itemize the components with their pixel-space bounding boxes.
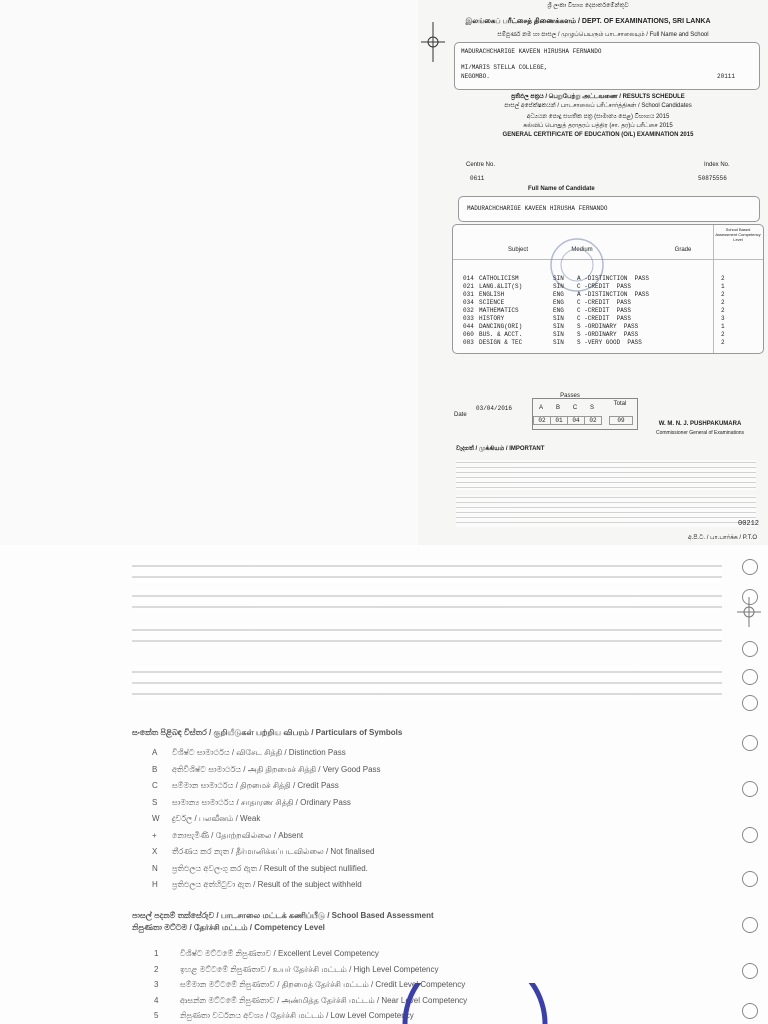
header-divider bbox=[453, 259, 763, 260]
subject-code: 014 bbox=[463, 275, 474, 282]
centre-label: Centre No. bbox=[466, 162, 496, 168]
subject-medium: SIN bbox=[553, 283, 564, 290]
subject-medium: ENG bbox=[553, 299, 564, 306]
subject-code: 033 bbox=[463, 315, 474, 322]
total-label: Total bbox=[613, 401, 627, 407]
commissioner-name: W. M. N. J. PUSHPAKUMARA bbox=[658, 421, 742, 427]
subject-grade: C -CREDIT PASS bbox=[577, 283, 632, 290]
sba-level-number: 1 bbox=[154, 949, 159, 958]
index-label: Index No. bbox=[704, 162, 730, 168]
symbol-description: තීරණය කර නැත / தீர்மானிக்கப்படவில்லை / Not finalised bbox=[172, 847, 375, 856]
binder-hole-3 bbox=[742, 641, 758, 657]
reverse-text-2 bbox=[132, 591, 722, 613]
subject-code: 021 bbox=[463, 283, 474, 290]
subject-medium: SIN bbox=[553, 339, 564, 346]
sba-level-description: ඉහළ මට්ටමේ නිපුණතාව / உயர் தேர்ச்சி மட்டம் / High Level Competency bbox=[180, 964, 439, 974]
symbol-code: W bbox=[152, 814, 160, 823]
subject-code: 044 bbox=[463, 323, 474, 330]
symbol-description: ප්‍රතිඵලය අත්හිටුවා ඇත / Result of the subject withheld bbox=[172, 880, 362, 889]
subject-code: 083 bbox=[463, 339, 474, 346]
subject-code: 032 bbox=[463, 307, 474, 314]
pass-header-s: S bbox=[589, 405, 594, 411]
sba-level-number: 4 bbox=[154, 995, 159, 1005]
important-text-block-2 bbox=[456, 495, 756, 527]
results-table bbox=[452, 224, 764, 354]
sba-level-number: 5 bbox=[154, 1011, 159, 1020]
name-school-label: සම්පූර්ණ නම හා පාසල / முழுப்பெயரும் பாடசாலையும் / Full Name and School bbox=[497, 32, 709, 38]
subject-grade: A -DISTINCTION PASS bbox=[577, 275, 650, 282]
address-box bbox=[454, 42, 760, 90]
binder-hole-7 bbox=[742, 781, 758, 797]
subject-code: 034 bbox=[463, 299, 474, 306]
sba-level-number: 3 bbox=[154, 980, 159, 989]
binder-hole-12 bbox=[742, 1003, 758, 1019]
centre-no: 0611 bbox=[470, 175, 485, 182]
binder-hole-10 bbox=[742, 917, 758, 933]
sba-level-description: සම්මාන මට්ටමේ නිපුණතාව / திறமைத் தேர்ச்சி மட்டம் / Credit Level Competency bbox=[180, 980, 466, 989]
results-sheet bbox=[418, 0, 768, 545]
binder-hole-8 bbox=[742, 827, 758, 843]
subject-sba: 2 bbox=[721, 339, 725, 346]
date-label: Date bbox=[454, 412, 467, 418]
crosshair-icon bbox=[737, 597, 761, 627]
dept-title: இலங்கைப் பரீட்சைத் திணைக்களம் / DEPT. OF EXAMINATIONS, SRI LANKA bbox=[465, 18, 711, 25]
symbol-code: H bbox=[152, 880, 158, 889]
passes-label: Passes bbox=[560, 393, 580, 399]
pass-count-b: 01 bbox=[550, 416, 568, 425]
symbol-code: X bbox=[152, 847, 158, 856]
pass-header-c: C bbox=[572, 405, 578, 411]
subject-code: 031 bbox=[463, 291, 474, 298]
address-school: MI/MARIS STELLA COLLEGE, bbox=[461, 64, 548, 71]
passes-box bbox=[532, 398, 638, 430]
symbol-code: N bbox=[152, 863, 158, 873]
address-name: MADURACHCHARIGE KAVEEN HIRUSHA FERNANDO bbox=[461, 48, 602, 55]
subject-grade: S -ORDINARY PASS bbox=[577, 323, 639, 330]
sba-level-description: නිපුණතා වර්ධනය අවශ්‍ය / தேர்ச்சி மட்டம் / Low Level Competency bbox=[180, 1011, 414, 1020]
pass-header-a: A bbox=[538, 405, 543, 411]
subject-sba: 3 bbox=[721, 315, 725, 322]
sba-level-description: ආසන්න මට්ටමේ නිපුණතාව / அண்மித்த தேர்ச்சி மட்டம் / Near Level Competency bbox=[180, 995, 468, 1005]
symbols-heading: සංකේත පිළිබඳ විස්තර / குறியீடுகள் பற்றிய விபரம் / Particulars of Symbols bbox=[132, 728, 403, 737]
subject-name: ENGLISH bbox=[479, 291, 505, 298]
symbol-description: විශිෂ්ට සාමාර්ථය / விசேட சித்தி / Distinction Pass bbox=[172, 748, 346, 757]
binder-hole-5 bbox=[742, 695, 758, 711]
subject-sba: 2 bbox=[721, 275, 725, 282]
subject-medium: ENG bbox=[553, 291, 564, 298]
subject-name: DANCING(ORI) bbox=[479, 323, 523, 330]
col-medium: Medium bbox=[571, 247, 593, 253]
subject-sba: 1 bbox=[721, 323, 725, 330]
subject-grade: S -ORDINARY PASS bbox=[577, 331, 639, 338]
binder-hole-6 bbox=[742, 735, 758, 751]
candidate-name: MADURACHCHARIGE KAVEEN HIRUSHA FERNANDO bbox=[467, 205, 608, 212]
subject-sba: 2 bbox=[721, 307, 725, 314]
schedule-subtitle: පාසල් අපේක්ෂකයන් / பாடசாலைப் பரீட்சார்த்திகள் / School Candidates bbox=[504, 103, 692, 109]
sba-level-description: විශිෂ්ට මට්ටමේ නිපුණතාව / Excellent Level Competency bbox=[180, 949, 379, 958]
subject-grade: C -CREDIT PASS bbox=[577, 299, 632, 306]
subject-sba: 2 bbox=[721, 291, 725, 298]
subject-grade: C -CREDIT PASS bbox=[577, 315, 632, 322]
exam-en: GENERAL CERTIFICATE OF EDUCATION (O/L) EXAMINATION 2015 bbox=[502, 132, 694, 138]
subject-medium: SIN bbox=[553, 275, 564, 282]
binder-hole-4 bbox=[742, 669, 758, 685]
subject-medium: SIN bbox=[553, 315, 564, 322]
sinhala-dept: ශ්‍රී ලංකා විභාග දෙපාර්තමේන්තුව bbox=[547, 3, 629, 9]
subject-name: BUS. & ACCT. bbox=[479, 331, 523, 338]
sba-level-number: 2 bbox=[154, 964, 159, 974]
sba-divider bbox=[713, 225, 714, 353]
sba-heading-2: නිපුණතා මට්ටම / தேர்ச்சி மட்டம் / Competency Level bbox=[132, 923, 325, 932]
important-label: වැදගත් / முக்கியம் / IMPORTANT bbox=[456, 446, 545, 452]
reverse-text-3 bbox=[132, 625, 722, 647]
subject-name: SCIENCE bbox=[479, 299, 505, 306]
subject-medium: SIN bbox=[553, 331, 564, 338]
pto: අ.පි.ට. / பா.பார்க்க / P.T.O bbox=[688, 535, 757, 541]
symbol-code: B bbox=[152, 764, 158, 774]
symbol-description: නොපැමිණි / தோற்றவில்லை / Absent bbox=[172, 830, 304, 840]
binder-hole-9 bbox=[742, 871, 758, 887]
subject-name: HISTORY bbox=[479, 315, 505, 322]
subject-sba: 2 bbox=[721, 331, 725, 338]
symbol-description: දුර්වල / பலவீனம் / Weak bbox=[172, 814, 261, 823]
seal-stamp-bleed bbox=[400, 983, 550, 1024]
subject-grade: A -DISTINCTION PASS bbox=[577, 291, 650, 298]
subject-name: CATHOLICISM bbox=[479, 275, 519, 282]
subject-sba: 1 bbox=[721, 283, 725, 290]
symbol-code: C bbox=[152, 781, 158, 790]
pass-header-b: B bbox=[555, 405, 560, 411]
reverse-text-4 bbox=[132, 667, 722, 701]
subject-name: DESIGN & TEC bbox=[479, 339, 523, 346]
subject-sba: 2 bbox=[721, 299, 725, 306]
col-grade: Grade bbox=[674, 247, 692, 253]
symbol-description: සම්මාන සාමාර්ථය / திறமைச் சித்தி / Credit Pass bbox=[172, 781, 339, 790]
subject-code: 060 bbox=[463, 331, 474, 338]
serial-number: 00212 bbox=[738, 520, 760, 528]
date-value: 03/04/2016 bbox=[476, 405, 513, 412]
exam-si: අධ්‍යයන පොදු සහතික පත්‍ර (සාමාන්‍ය පෙළ) විභාගය 2015 bbox=[526, 114, 670, 120]
address-code: 20111 bbox=[717, 73, 736, 80]
binder-hole-1 bbox=[742, 559, 758, 575]
col-sba: School Based Assessment Competency Level bbox=[715, 227, 761, 242]
pass-total: 09 bbox=[609, 416, 633, 425]
schedule-title: ප්‍රතිඵල පත්‍රය / பெறுபேற்று அட்டவணை / RESULTS SCHEDULE bbox=[511, 94, 685, 100]
reverse-side bbox=[0, 545, 768, 1024]
subject-grade: C -CREDIT PASS bbox=[577, 307, 632, 314]
symbol-code: S bbox=[152, 797, 158, 807]
pass-count-c: 04 bbox=[567, 416, 585, 425]
symbol-description: ප්‍රතිඵලය අවලංගු කර ඇත / Result of the subject nullified. bbox=[172, 863, 368, 873]
binder-hole-11 bbox=[742, 963, 758, 979]
symbol-code: A bbox=[152, 748, 158, 757]
subject-name: LANG.&LIT(S) bbox=[479, 283, 523, 290]
reverse-text-1 bbox=[132, 561, 722, 583]
symbol-description: අතිවිශිෂ්ට සාමාර්ථය / அதி திறமைச் சித்தி / Very Good Pass bbox=[172, 764, 381, 774]
crosshair-icon bbox=[421, 22, 445, 62]
symbol-code: + bbox=[152, 830, 157, 840]
exam-ta: கல்விப் பொதுத் தராதரப் பத்திர (சா. தர)ப் பரீட்சை 2015 bbox=[523, 123, 673, 129]
candidate-name-box bbox=[458, 196, 760, 222]
important-text-block-1 bbox=[456, 460, 756, 490]
pass-count-a: 02 bbox=[533, 416, 551, 425]
col-subject: Subject bbox=[507, 247, 528, 253]
subject-grade: S -VERY GOOD PASS bbox=[577, 339, 642, 346]
subject-medium: ENG bbox=[553, 307, 564, 314]
full-name-label: Full Name of Candidate bbox=[528, 186, 595, 192]
pass-count-s: 02 bbox=[584, 416, 602, 425]
index-no: 50875556 bbox=[698, 175, 727, 182]
address-city: NEGOMBO. bbox=[461, 73, 490, 80]
subject-medium: SIN bbox=[553, 323, 564, 330]
commissioner-title: Commissioner General of Examinations bbox=[655, 430, 745, 436]
subject-name: MATHEMATICS bbox=[479, 307, 519, 314]
symbol-description: සාමාන්‍ය සාමාර්ථය / சாதாரண சித்தி / Ordinary Pass bbox=[172, 797, 351, 807]
sba-heading-1: පාසල් පදනම් තක්සේරුව / பாடசாலை மட்டக் கணிப்பீடு / School Based Assessment bbox=[132, 911, 434, 920]
